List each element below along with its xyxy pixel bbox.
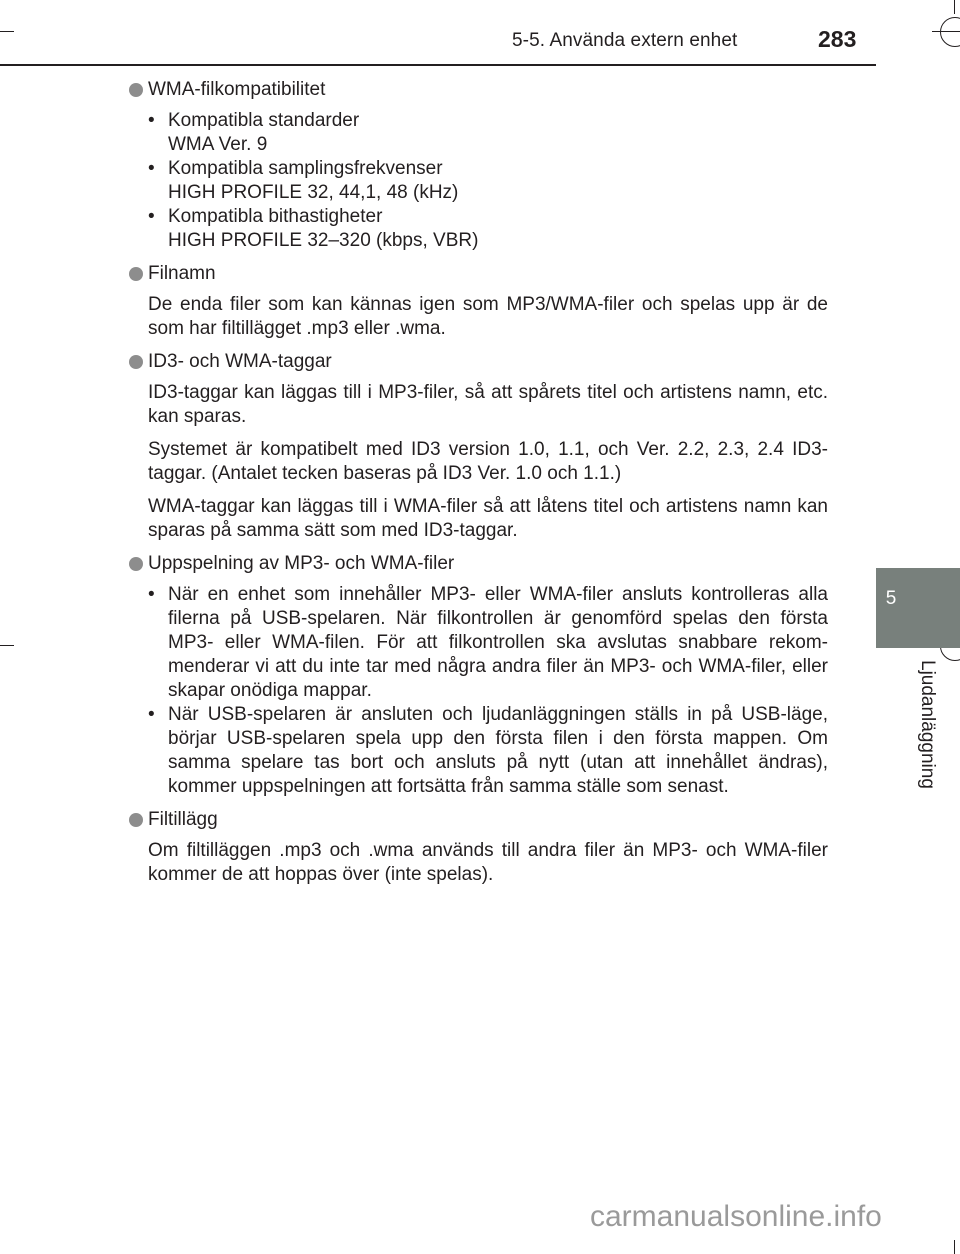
crop-mark (0, 645, 14, 646)
watermark: carmanualsonline.info (590, 1200, 882, 1233)
chapter-tab (876, 568, 960, 648)
bullet-dot-icon (129, 267, 143, 281)
page-content (128, 78, 828, 896)
chapter-number: 5 (885, 588, 897, 609)
playback-list (148, 583, 828, 799)
section-heading: WMA-filkompatibilitet (128, 78, 828, 102)
section-title: 5-5. Använda extern enhet (512, 30, 738, 51)
paragraph: ID3-taggar kan läggas till i MP3-filer, så att spårets titel och artistens namn, etc. kan sparas. (148, 382, 828, 427)
bullet-dot-icon (129, 355, 143, 369)
section-heading: Filtillägg (128, 808, 828, 832)
header-rule (0, 64, 876, 66)
section-extension (128, 808, 828, 887)
page-number: 283 (818, 26, 857, 52)
list-item: • Kompatibla samplingsfrekvenser HIGH PROFILE 32, 44,1, 48 (kHz) (148, 158, 459, 203)
section-filename (128, 262, 828, 341)
list-item: • När USB-spelaren är ansluten och ljudanläggningen ställs in på USB-läge, börjar USB-spelaren spela upp den första filen i den första mappen. Om samma spelare tas bort och ansluts på nytt (utan att innehållet ändras), kommer uppspelningen att fortsätta från samma ställe som senast. (148, 704, 828, 797)
paragraph: WMA-taggar kan läggas till i WMA-filer så att låtens titel och artistens namn kan sparas på samma sätt som med ID3-taggar. (148, 496, 828, 541)
crop-mark (0, 31, 14, 32)
compat-list (148, 109, 828, 253)
registration-mark (940, 17, 960, 47)
bullet-dot-icon (129, 557, 143, 571)
section-heading: Filnamn (128, 262, 828, 286)
section-heading: Uppspelning av MP3- och WMA-filer (128, 552, 828, 576)
bullet-dot-icon (129, 83, 143, 97)
crop-mark (954, 1240, 955, 1254)
crop-mark (954, 0, 955, 14)
list-item: • Kompatibla standarder WMA Ver. 9 (148, 110, 360, 155)
paragraph: Om filtilläggen .mp3 och .wma används till andra filer än MP3- och WMA-filer kommer de att hoppas över (inte spelas). (148, 840, 828, 885)
bullet-dot-icon (129, 813, 143, 827)
list-item: • När en enhet som innehåller MP3- eller WMA-filer ansluts kontrolleras alla filerna på USB-spelaren. När filkontrollen är genomförd spelas den första MP3- eller WMA-filen. För att filkontrollen ska avslutas snabbare rekom-menderar vi att du inte tar med några andra filer än MP3- och WMA-filer, eller skapar onödiga mappar. (148, 584, 828, 701)
section-heading: ID3- och WMA-taggar (128, 350, 828, 374)
paragraph: Systemet är kompatibelt med ID3 version 1.0, 1.1, och Ver. 2.2, 2.3, 2.4 ID3-taggar. (Antalet tecken baseras på ID3 Ver. 1.0 och 1.1.) (148, 439, 828, 484)
paragraph: De enda filer som kan kännas igen som MP3/WMA-filer och spelas upp är de som har filtillägget .mp3 eller .wma. (148, 294, 828, 339)
chapter-label: Ljudanläggning (917, 660, 938, 789)
section-tags (128, 350, 828, 543)
section-playback (128, 552, 828, 799)
section-wma (128, 78, 828, 253)
crop-mark (932, 31, 960, 32)
list-item: • Kompatibla bithastigheter HIGH PROFILE 32–320 (kbps, VBR) (148, 206, 479, 251)
